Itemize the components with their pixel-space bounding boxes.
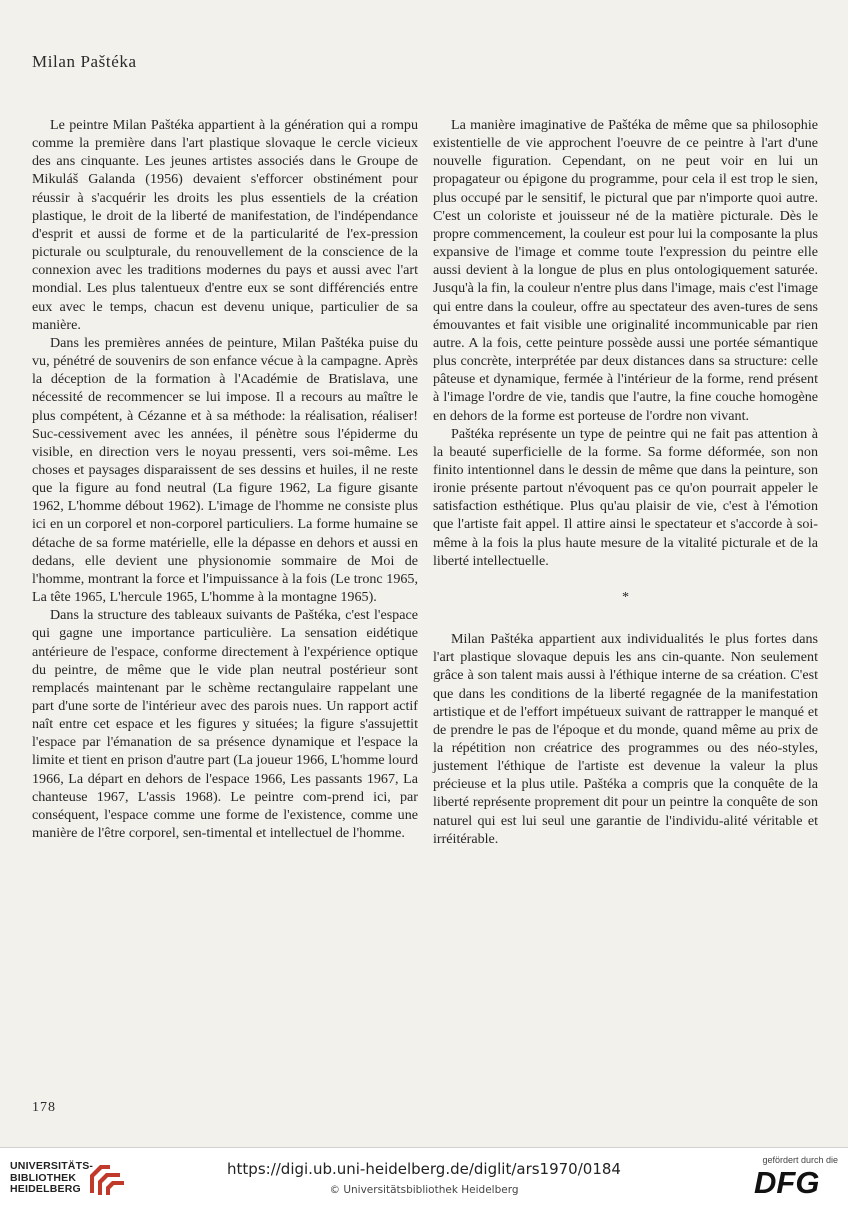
dfg-logo: DFG	[754, 1165, 820, 1200]
paragraph: Le peintre Milan Paštéka appartient à la génération qui a rompu comme la première dans l'art plastique slovaque le cercle vicieux des ans cinquante. Les jeunes artistes associés dans le Groupe de Mikuláš Galanda (1956) devaient s'efforcer obstinément pour réussir à s'acquérir les droits les plus essentiels de la création plastique, le droit de la liberté de manifestation, de l'indépendance d'esprit et aussi de forme et de la particularité de l'ex-pression picturale ou sculpturale, du renouvellement de la conscience de la connexion avec les traditions modernes du pays et aussi avec l'art mondial. Les plus talentueux d'entre eux se sont différenciés entre eux avec le temps, chacun est devenu unique, particulier de sa manière.	[32, 117, 418, 333]
running-head: Milan Paštéka	[32, 52, 137, 71]
paragraph: Dans la structure des tableaux suivants de Paštéka, c'est l'espace qui gagne une importance particulière. La sensation eidétique antérieure de l'espace, conforme directement à l'expérience optique du peintre, de même que le vide plan neutral postérieur sont remplacés maintenant par le schème rectangulaire rappelant une part d'une sorte de l'intérieur avec des parois nues. Un rapport actif naît entre cet espace et les figures y situées; la figure s'assujettit l'espace par l'émanation de sa présence dynamique et l'espace la limite et tient en prison d'autre part (La joueur 1966, L'homme lourd 1966, La départ en dehors de l'espace 1966, Les passants 1967, La chanteuse 1967, L'assis 1968). Le peintre com-prend ici, par conséquent, l'espace comme une forme de l'existence, comme une manière de l'être corporel, sen-timental et intellectuel de l'homme.	[32, 607, 418, 842]
library-name-line: UNIVERSITÄTS-	[10, 1160, 94, 1172]
page-number: 178	[32, 1100, 56, 1115]
paragraph: Dans les premières années de peinture, Milan Paštéka puise du vu, pénétré de souvenirs de son enfance vécue à la campagne. Après la déception de la formation à l'Académie de Bratislava, une nécessité de recommencer se lui impose. Il a recours au maître le plus compétent, à Cézanne et à sa méthode: la réalisation, réaliser! Suc-cessivement avec les années, il pénètre sous l'épiderme du visible, en direction vers le noyau pressenti, vers soi-même. Les choses et paysages disparaissent de ses dessins et huiles, il ne reste que la figure au fond neutral (La figure 1962, La figure gisante 1962, L'homme débout 1962). L'image de l'homme ne consiste plus ici en un corporel et non-corporel particuliers. La forme humaine se détache de sa forme matérielle, elle la dépasse en dehors et aussi en dedans, elle devient une physionomie sommaire de Moi de l'homme, montrant la force et l'impuissance à la fois (Le tronc 1965, La tête 1965, L'hercule 1965, L'homme à la montagne 1965).	[32, 334, 418, 606]
footer-bar	[0, 1147, 848, 1207]
library-name-line: BIBLIOTHEK	[10, 1171, 77, 1184]
document-url-link[interactable]: https://digi.ub.uni-heidelberg.de/diglit/ars1970/0184	[227, 1160, 621, 1178]
paragraph: Paštéka représente un type de peintre qui ne fait pas attention à la beauté superficielle de la forme. Sa forme déformée, son non finito intentionnel dans le dessin de même que dans la peinture, son ironie présente partout n'évoquent pas ce qu'on pourrait appeler le satisfaction esthétique. Plus qu'au plaisir de vie, c'est à l'émotion que l'artiste fait appel. Il attire ainsi le spectateur et s'accorde à soi-même à la fois la plus haute mesure de la vitalité picturale et de la liberté intellectuelle.	[433, 425, 818, 569]
section-separator: *	[621, 588, 630, 605]
right-column	[433, 116, 818, 848]
sponsor-block[interactable]	[752, 1155, 838, 1203]
paragraph: La manière imaginative de Paštéka de même que sa philosophie existentielle de vie approchent l'oeuvre de ce peintre à l'art d'une nouvelle figuration. Cependant, on ne peut voir en lui un propagateur ou épigone du programme, pour cela il est trop le sien, plus occupé par le sensitif, le pictural que par n'importe quoi autre. C'est un coloriste et jouisseur né de la matière picturale. Dès le propre commencement, la couleur est pour lui la composante la plus expansive de l'image et comme toute l'expression du peintre elle aussi devient à la longue de plus en plus ontologiquement saturée. Jusqu'à la fin, la couleur n'entre plus dans l'image, mais c'est l'image qui entre dans la couleur, offre au spectateur des aven-tures de sens émouvantes et fait visible une originalité incommunicable par rien autre. A la fois, cette peinture possède aussi une portée sémantique plus concrète, interprétée par deux distances dans sa structure: celle pâteuse et dynamique, fermée à l'intérieur de la forme, rend présent à l'image l'ordre de vie, tandis que l'autre, la fine couche homogène en dehors de la forme est porteuse de l'ordre non vivant.	[433, 117, 818, 424]
library-name-line: HEIDELBERG	[10, 1183, 81, 1195]
paragraph: Milan Paštéka appartient aux individualités le plus fortes dans l'art plastique slovaque depuis les ans cin-quante. Non seulement grâce à son talent mais aussi à l'éthique interne de sa création. C'est que dans les conditions de la liberté regagnée de la manifestation artistique et de l'effort impétueux suivant de rattrapper le manqué et de prendre le pas de l'époque et du monde, quand même au prix de la répétition non créatrice des programmes ou des néo-styles, justement l'éthique de l'artiste est devenue la valeur la plus précieuse et la plus utile. Paštéka a compris que la conquête de la liberté représente proprement dit pour un peintre la conquête de son naturel qui est lui seul une garantie de l'individu-alité véritable et irréitérable.	[433, 631, 818, 847]
footer-divider	[0, 1147, 848, 1148]
left-column	[32, 116, 418, 842]
sponsor-caption: gefördert durch die	[762, 1155, 838, 1165]
copyright-notice: © Universitätsbibliothek Heidelberg	[329, 1184, 519, 1196]
